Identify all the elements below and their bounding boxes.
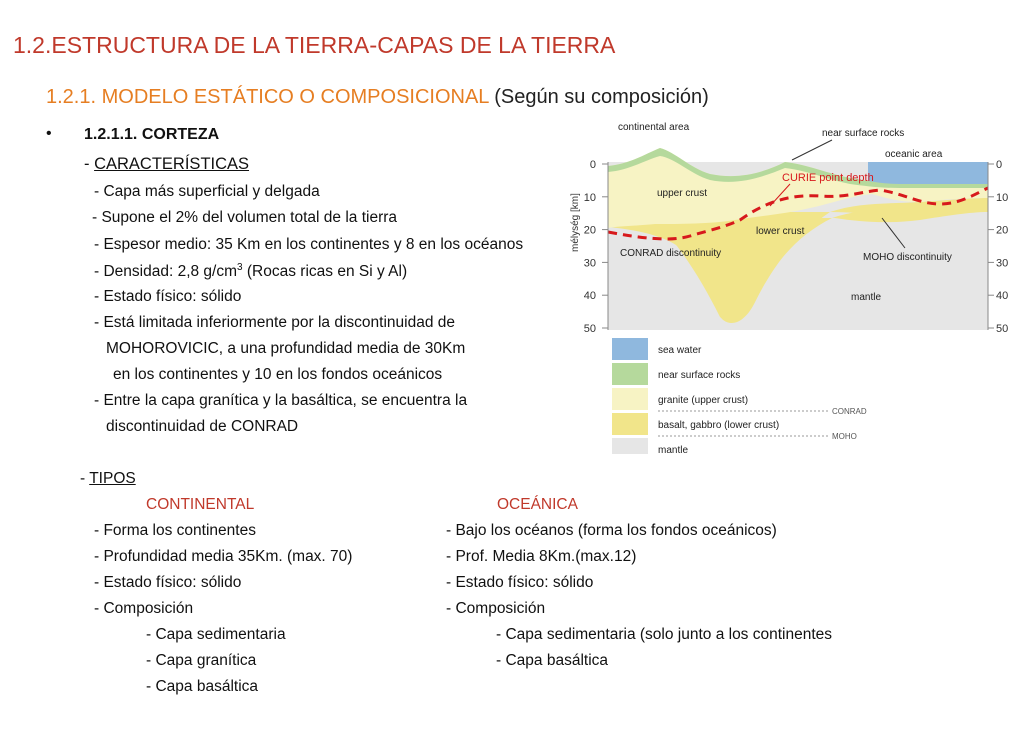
tick-label-left: 30: [583, 257, 596, 270]
tick-label-right: 30: [996, 257, 1009, 270]
tick-label-left: 10: [583, 191, 596, 204]
tick-label-right: 20: [996, 224, 1009, 237]
density-text: - Densidad: 2,8 g/cm: [94, 263, 238, 281]
tipos-dash: -: [80, 470, 90, 487]
subtitle-main: 1.2.1. MODELO ESTÁTICO O COMPOSICIONAL: [46, 86, 489, 108]
corteza-item: MOHOROVICIC, a una profundidad media de 30Km: [106, 340, 466, 357]
oceanica-item: - Composición: [446, 600, 546, 617]
sea-water-area: [868, 162, 988, 184]
subtitle-note: (Según su composición): [494, 86, 709, 108]
oceanica-item: - Capa basáltica: [496, 652, 609, 669]
density-sup: 3: [237, 262, 243, 273]
label-continental-area: continental area: [618, 122, 690, 133]
corteza-item: - Entre la capa granítica y la basáltica, se encuentra la: [94, 392, 468, 409]
corteza-item: - Está limitada inferiormente por la discontinuidad de: [94, 314, 455, 331]
tick-label-left: 50: [583, 323, 596, 335]
label-near-surface-rocks: near surface rocks: [822, 128, 905, 139]
tick-label-left: 20: [583, 224, 596, 237]
tick-label-right: 40: [996, 290, 1009, 303]
legend-label: basalt, gabbro (lower crust): [658, 420, 780, 431]
continental-item: - Capa basáltica: [146, 678, 259, 695]
bullet-marker: •: [46, 125, 52, 142]
label-mantle: mantle: [851, 292, 882, 303]
title-main: 1.2.ESTRUCTURA DE LA TIERRA: [13, 32, 370, 58]
continental-item: - Capa granítica: [146, 652, 257, 669]
tick-label-right: 10: [996, 191, 1009, 204]
page-title: [13, 32, 615, 60]
crust-diagram: [560, 112, 1012, 454]
tipos-label: [80, 470, 136, 488]
label-lower-crust: lower crust: [756, 226, 805, 237]
near-surface-arrow: [792, 140, 832, 160]
corteza-item-density: [94, 262, 407, 281]
legend-moho-label: MOHO: [832, 432, 857, 441]
corteza-item: - Espesor medio: 35 Km en los continentes y 8 en los océanos: [94, 236, 524, 253]
tipos-text: TIPOS: [89, 470, 136, 487]
corteza-item: en los continentes y 10 en los fondos oceánicos: [113, 366, 443, 383]
legend-label: near surface rocks: [658, 370, 741, 381]
tick-label-left: 40: [583, 290, 596, 303]
tick-label-right: 0: [996, 159, 1003, 171]
legend-swatch: [612, 338, 648, 360]
y-axis-label: mélység [km]: [570, 193, 581, 252]
legend-swatch: [612, 363, 648, 385]
tick-label-left: 0: [589, 159, 596, 171]
continental-item: - Estado físico: sólido: [94, 574, 242, 591]
legend-swatch: [612, 438, 648, 454]
caracteristicas-text: CARACTERÍSTICAS: [94, 155, 250, 173]
page-subtitle: [46, 86, 709, 109]
continental-item: - Composición: [94, 600, 194, 617]
title-rest: CAPAS DE LA TIERRA: [377, 32, 616, 58]
oceanica-item: - Estado físico: sólido: [446, 574, 594, 591]
label-oceanic-area: oceanic area: [885, 149, 943, 160]
label-upper-crust: upper crust: [657, 188, 708, 199]
continental-item: - Capa sedimentaria: [146, 626, 286, 643]
corteza-heading: 1.2.1.1. CORTEZA: [84, 126, 220, 143]
label-conrad: CONRAD discontinuity: [620, 248, 722, 259]
caracteristicas-dash: -: [84, 155, 95, 173]
corteza-item: discontinuidad de CONRAD: [106, 418, 299, 435]
legend: [612, 338, 867, 454]
density-rest: (Rocas ricas en Si y Al): [242, 263, 408, 281]
corteza-item: - Capa más superficial y delgada: [94, 183, 320, 200]
tick-label-right: 50: [996, 323, 1009, 335]
legend-label: sea water: [658, 345, 702, 356]
title-separator: -: [369, 32, 378, 59]
legend-swatch: [612, 388, 648, 410]
oceanica-item: - Prof. Media 8Km.(max.12): [446, 548, 637, 565]
corteza-item: - Supone el 2% del volumen total de la tierra: [92, 209, 398, 226]
oceanica-item: - Bajo los océanos (forma los fondos oceánicos): [446, 522, 777, 539]
label-moho: MOHO discontinuity: [863, 252, 952, 263]
oceanica-item: - Capa sedimentaria (solo junto a los continentes: [496, 626, 833, 643]
continental-item: - Forma los continentes: [94, 522, 256, 539]
legend-swatch: [612, 413, 648, 435]
oceanica-heading: OCEÁNICA: [497, 496, 578, 513]
continental-item: - Profundidad media 35Km. (max. 70): [94, 548, 353, 565]
continental-heading: CONTINENTAL: [146, 496, 255, 513]
legend-label: granite (upper crust): [658, 395, 749, 406]
label-curie: CURIE point depth: [782, 172, 874, 184]
caracteristicas-label: [84, 155, 249, 174]
corteza-item: - Estado físico: sólido: [94, 288, 242, 305]
legend-label: mantle: [658, 445, 689, 454]
legend-conrad-label: CONRAD: [832, 407, 867, 416]
